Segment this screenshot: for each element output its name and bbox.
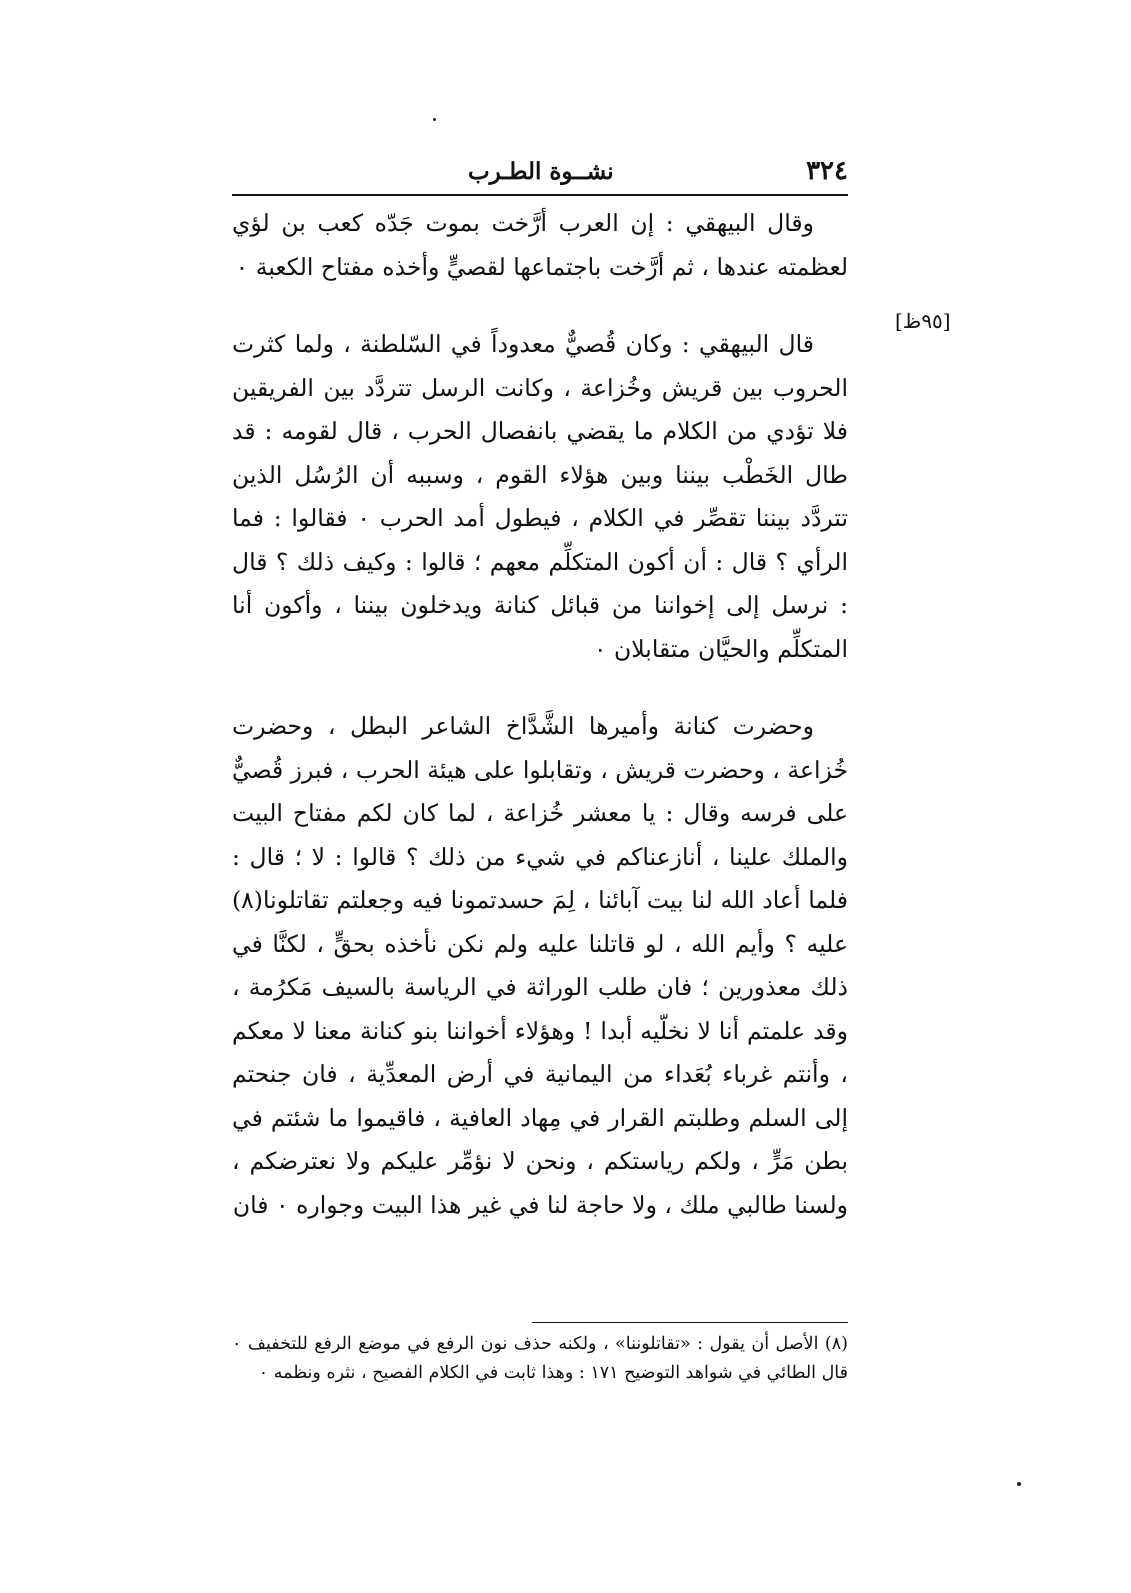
main-text — [232, 202, 848, 1227]
page-header — [232, 150, 848, 196]
running-title: نشــوة الطـرب — [468, 158, 614, 185]
footnote: (٨) الأصل أن يقول : «تقاتلوننا» ، ولكنه حذف نون الرفع في موضع الرفع للتخفيف ٠ قال الطائي في شواهد التوضيح ١٧١ : وهذا ثابت في الكلام الفصيح ، نثره ونظمه ٠ — [232, 1334, 848, 1383]
paragraph: وحضرت كنانة وأميرها الشَّدَّاخ الشاعر البطل ، وحضرت خُزاعة ، وحضرت قريش ، وتقابلوا على هيئة الحرب ، فبرز قُصيٌّ على فرسه وقال : يا معشر خُزاعة ، لما كان لكم مفتاح البيت والملك علينا ، أنازعناكم في شيء من ذلك ؟ قالوا : لا ؛ قال : فلما أعاد الله لنا بيت آبائنا ، لِمَ حسدتمونا فيه وجعلتم تقاتلونا(٨) عليه ؟ وأيم الله ، لو قاتلنا عليه ولم نكن نأخذه بحقٍّ ، لكنَّا في ذلك معذورين ؛ فان طلب الوراثة في الرياسة بالسيف مَكرُمة ، وقد علمتم أنا لا نخلّيه أبدا ! وهؤلاء أخواننا بنو كنانة معنا لا معكم ، وأنتم غرباء بُعَداء من اليمانية في أرض المعدِّية ، فان جنحتم إلى السلم وطلبتم القرار في مِهاد العافية ، فاقيموا ما شئتم في بطن مَرٍّ ، ولكم رياستكم ، ونحن لا نؤمِّر عليكم ولا نعترضكم ، ولسنا طالبي ملك ، ولا حاجة لنا في غير هذا البيت وجواره ٠ فان — [232, 712, 848, 1219]
footnote-divider — [532, 1322, 848, 1323]
paragraph: قال البيهقي : وكان قُصيٌّ معدوداً في السّلطنة ، ولما كثرت الحروب بين قريش وخُزاعة ، وكانت الرسل تتردَّد بين الفريقين فلا تؤدي من الكلام ما يقضي بانفصال الحرب ، قال لقومه : قد طال الخَطْب بيننا وبين هؤلاء القوم ، وسببه أن الرُسُل الذين تتردَّد بيننا تقصِّر في الكلام ، فيطول أمد الحرب ٠ فقالوا : فما الرأي ؟ قال : أن أكون المتكلِّم معهم ؛ قالوا : وكيف ذلك ؟ قال : نرسل إلى إخواننا من قبائل كنانة ويدخلون بيننا ، وأكون أنا المتكلِّم والحيَّان متقابلان ٠ — [232, 330, 849, 663]
scan-speck — [1017, 1482, 1021, 1486]
paragraph: وقال البيهقي : إن العرب أرَّخت بموت جَدّه كعب بن لؤي لعظمته عندها ، ثم أرَّخت باجتماعها لقصيٍّ وأخذه مفتاح الكعبة ٠ — [232, 209, 848, 281]
page-number: ٣٢٤ — [806, 156, 848, 186]
scan-speck — [433, 118, 436, 121]
margin-folio-note: [٩٥ظ] — [895, 309, 951, 333]
